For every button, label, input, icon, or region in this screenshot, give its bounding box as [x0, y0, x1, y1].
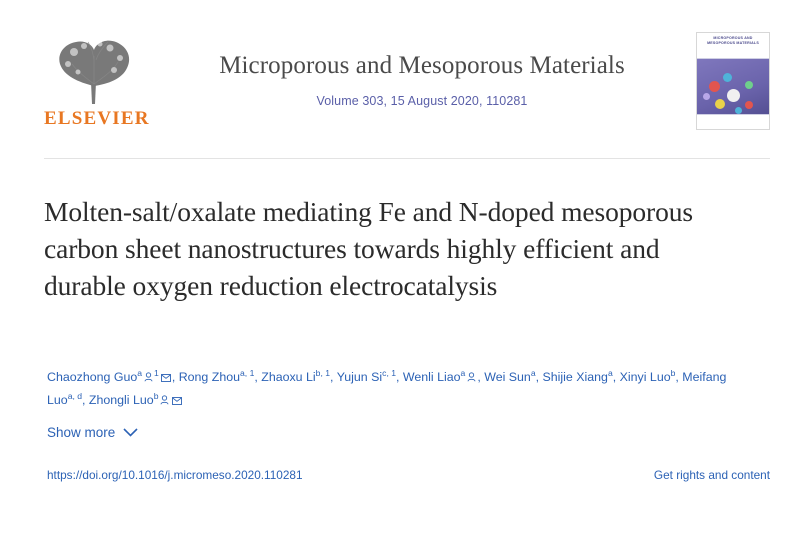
journal-info	[148, 28, 696, 108]
cover-artwork	[697, 59, 769, 115]
author-affiliation: a	[460, 368, 466, 378]
author-profile-icon[interactable]	[160, 395, 169, 405]
author-name[interactable]: Rong Zhou	[178, 370, 241, 385]
author-name[interactable]: Chaozhong Guo	[47, 370, 138, 385]
author-affiliation: b	[153, 390, 159, 401]
author-name[interactable]: Wei Sun	[484, 370, 531, 385]
author-affiliation: a, 1	[240, 368, 255, 378]
show-more-button[interactable]	[47, 425, 138, 440]
author-item[interactable]: Zhaoxu Li$^{b, 1}$,	[261, 368, 337, 385]
author-footnote: 1	[154, 368, 159, 378]
author-affiliation: b, 1	[315, 368, 331, 378]
author-item[interactable]: Yujun Si$^{c, 1}$,	[336, 368, 403, 385]
cover-footer	[697, 114, 769, 129]
publisher-logo	[44, 28, 148, 130]
author-item[interactable]: Xinyi Luo$^b$,	[619, 368, 683, 385]
cover-title-line-1: MICROPOROUS AND	[713, 36, 753, 40]
author-item[interactable]: Rong Zhou$^{a, 1}$,	[178, 368, 262, 385]
author-item[interactable]: Wenli Liao$^a$ ,	[402, 368, 485, 385]
author-email-icon[interactable]	[172, 397, 182, 405]
author-affiliation: b	[670, 368, 676, 378]
author-item[interactable]	[88, 390, 184, 407]
author-name[interactable]: Zhongli Luo	[88, 392, 154, 407]
journal-header	[0, 0, 800, 130]
author-list	[47, 366, 740, 412]
cover-masthead	[697, 33, 769, 59]
author-item[interactable]: Chaozhong Guo$^a$ $^1$ ,	[47, 368, 179, 385]
page-title: Molten-salt/oxalate mediating Fe and N-doped mesoporous carbon sheet nanostructures towards highly efficient and durable oxygen reduction electrocatalysis	[44, 196, 694, 301]
author-name[interactable]: Zhaoxu Li	[261, 370, 316, 385]
author-name[interactable]: Yujun Si	[336, 370, 383, 385]
author-name[interactable]: Meifang Luo	[47, 370, 727, 407]
author-affiliation: c, 1	[382, 368, 397, 378]
author-affiliation: a, d	[67, 390, 83, 401]
show-more-label: Show more	[47, 425, 116, 440]
journal-title: Microporous and Mesoporous Materials	[219, 52, 625, 79]
author-item[interactable]: Wei Sun$^a$,	[484, 368, 543, 385]
publisher-name: ELSEVIER	[44, 108, 150, 129]
elsevier-tree-icon	[48, 30, 144, 106]
author-item[interactable]: Shijie Xiang$^a$,	[542, 368, 620, 385]
author-profile-icon[interactable]	[144, 372, 153, 382]
author-name[interactable]: Wenli Liao	[402, 370, 461, 385]
header-divider	[44, 158, 770, 159]
author-email-icon[interactable]	[161, 374, 171, 382]
author-affiliation: a	[137, 368, 143, 378]
chevron-down-icon	[123, 425, 138, 440]
author-profile-icon[interactable]	[467, 372, 476, 382]
author-item[interactable]: Meifang Luo$^{a, d}$,	[47, 370, 727, 407]
author-affiliation: a	[530, 368, 536, 378]
author-name[interactable]: Shijie Xiang	[542, 370, 608, 385]
journal-cover-thumbnail[interactable]	[696, 32, 770, 130]
get-rights-and-content-link[interactable]: Get rights and content	[653, 468, 770, 482]
doi-link[interactable]: https://doi.org/10.1016/j.micromeso.2020.110281	[47, 468, 303, 482]
journal-volume-line[interactable]: Volume 303, 15 August 2020, 110281	[316, 93, 528, 108]
author-affiliation: a	[607, 368, 613, 378]
cover-title-line-2: MESOPOROUS MATERIALS	[707, 41, 759, 46]
author-name[interactable]: Xinyi Luo	[619, 370, 671, 385]
